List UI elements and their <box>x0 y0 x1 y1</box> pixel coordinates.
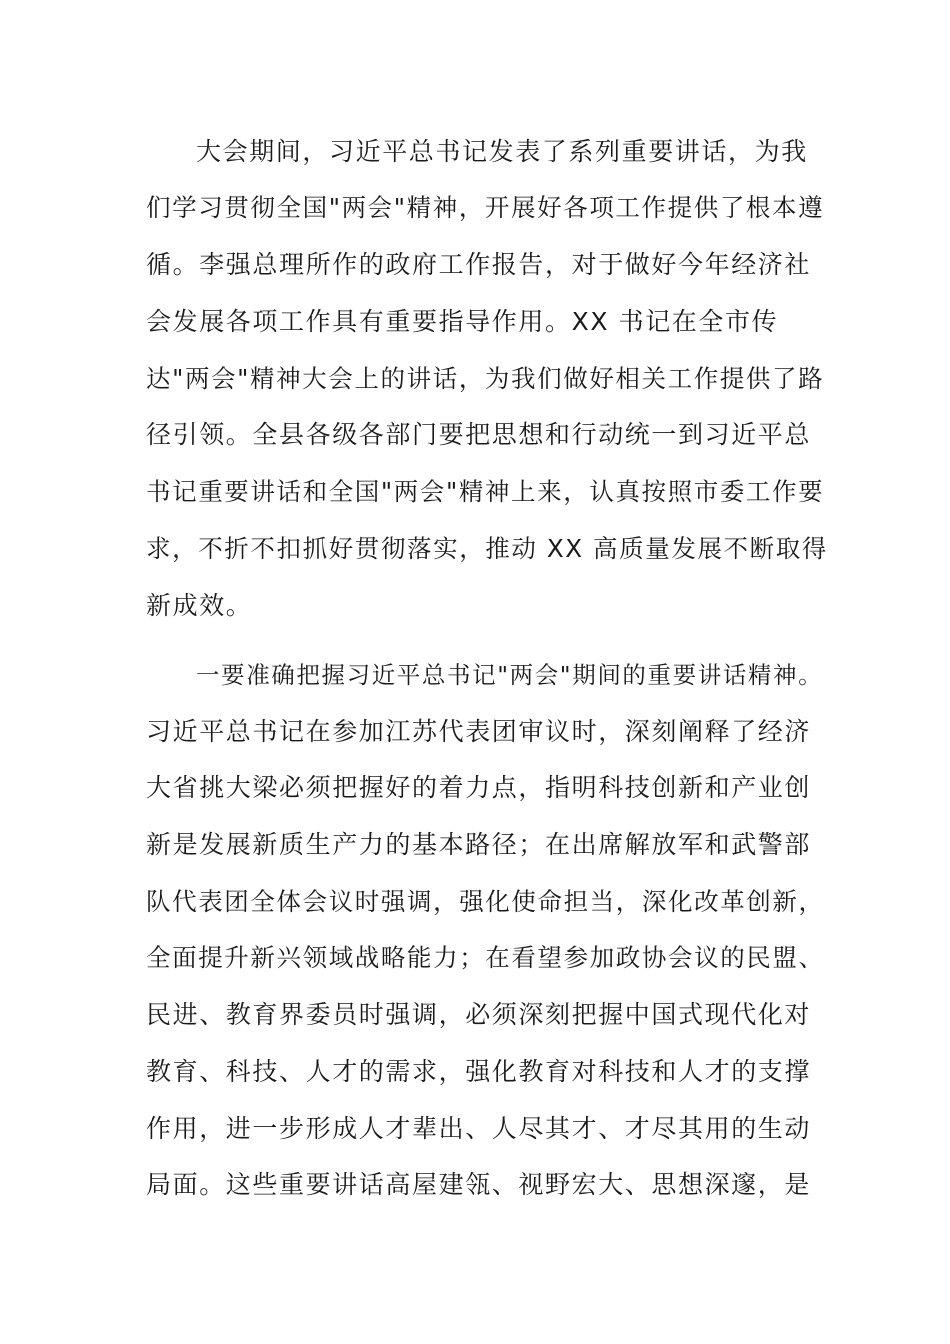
paragraph-2-line-2: 习近平总书记在参加江苏代表团审议时，深刻阐释了经济 <box>146 717 812 746</box>
paragraph-1-line-6: 径引领。全县各级各部门要把思想和行动统一到习近平总 <box>146 420 812 449</box>
paragraph-2-line-3: 大省挑大梁必须把握好的着力点，指明科技创新和产业创 <box>146 773 812 802</box>
paragraph-1-line-3: 循。李强总理所作的政府工作报告，对于做好今年经济社 <box>146 250 812 279</box>
paragraph-1-line-9: 新成效。 <box>146 591 253 620</box>
paragraph-2-line-7: 民进、教育界委员时强调，必须深刻把握中国式现代化对 <box>146 1000 812 1029</box>
paragraph-1-line-4: 会发展各项工作具有重要指导作用。XX 书记在全市传 <box>146 307 779 336</box>
paragraph-2-line-4: 新是发展新质生产力的基本路径；在出席解放军和武警部 <box>146 830 812 859</box>
paragraph-2-line-9: 作用，进一步形成人才辈出、人尽其才、才尽其用的生动 <box>146 1114 812 1143</box>
paragraph-2-line-8: 教育、科技、人才的需求，强化教育对科技和人才的支撑 <box>146 1057 812 1086</box>
paragraph-1-line-8: 求，不折不扣抓好贯彻落实，推动 XX 高质量发展不断取得 <box>146 534 828 563</box>
paragraph-2-line-6: 全面提升新兴领域战略能力；在看望参加政协会议的民盟、 <box>146 943 825 972</box>
paragraph-1-line-2: 们学习贯彻全国"两会"精神，开展好各项工作提供了根本遵 <box>146 193 825 222</box>
paragraph-1-line-1: 大会期间，习近平总书记发表了系列重要讲话，为我 <box>196 137 808 166</box>
paragraph-2-line-5: 队代表团全体会议时强调，强化使命担当，深化改革创新， <box>146 887 825 916</box>
paragraph-2-line-10: 局面。这些重要讲话高屋建瓴、视野宏大、思想深邃，是 <box>146 1170 812 1199</box>
paragraph-2-line-1: 一要准确把握习近平总书记"两会"期间的重要讲话精神。 <box>196 661 824 689</box>
paragraph-1-line-7: 书记重要讲话和全国"两会"精神上来，认真按照市委工作要 <box>146 477 825 506</box>
paragraph-1-line-5: 达"两会"精神大会上的讲话，为我们做好相关工作提供了路 <box>146 364 825 393</box>
